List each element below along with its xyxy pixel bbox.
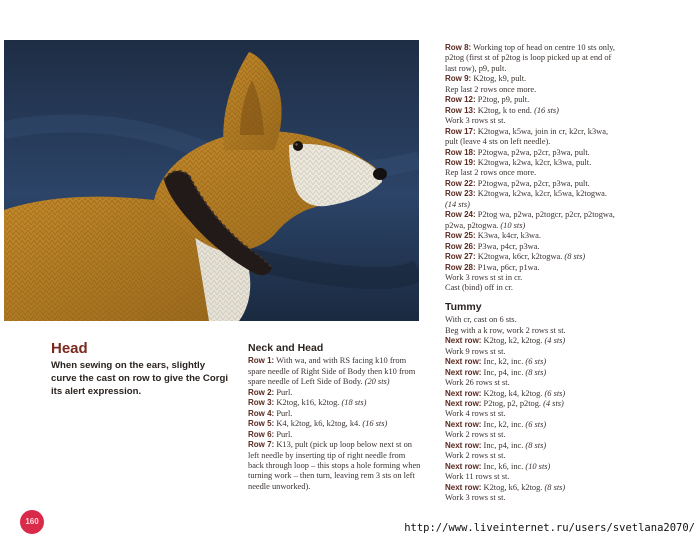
pattern-row: [445, 483, 620, 493]
row-instruction: With wa, and with RS facing k10 from spare needle of Right Side of Body then k10 from spare needle of Left Side of Body.: [248, 356, 416, 387]
row-instruction: K2tog, k16, k2tog.: [274, 398, 340, 408]
stitch-count: (10 sts): [525, 461, 551, 471]
pattern-row: [445, 336, 620, 346]
row-label: Row 6:: [248, 429, 275, 439]
row-label: Row 25:: [445, 231, 476, 241]
row-instruction: P3wa, p4cr, p3wa.: [475, 241, 540, 251]
row-instruction: Work 4 rows st st.: [445, 409, 506, 419]
pattern-row: [248, 409, 423, 419]
row-instruction: K2tog, k6, k2tog.: [481, 482, 543, 492]
row-instruction: K2togwa, k2wa, k2cr, k3wa, pult.: [475, 157, 592, 167]
pattern-row: [445, 420, 620, 430]
pattern-row: [248, 419, 423, 429]
row-label: Next row:: [445, 461, 482, 471]
row-instruction: K13, pult (pick up loop below next st on left needle by inserting tip of right needle from back through loop – this stops a hole forming when turning work – then turn, leaving rem 3 sts on left needle unworked).: [248, 440, 421, 491]
pattern-row: [445, 85, 620, 95]
pattern-row: [445, 462, 620, 472]
row-instruction: K2togwa, k6cr, k2togwa.: [475, 252, 563, 262]
row-label: Next row:: [445, 440, 482, 450]
row-label: Next row:: [445, 482, 482, 492]
pattern-row: [445, 347, 620, 357]
tummy-section: [445, 302, 620, 504]
row-instruction: Inc, p4, inc.: [481, 440, 524, 450]
row-label: Next row:: [445, 357, 482, 367]
pattern-row: [445, 399, 620, 409]
row-instruction: Rep last 2 rows once more.: [445, 84, 537, 94]
stitch-count: (4 sts): [544, 336, 566, 346]
stitch-count: (8 sts): [525, 367, 547, 377]
pattern-row: [445, 106, 620, 116]
row-label: Row 18:: [445, 147, 476, 157]
row-label: Next row:: [445, 367, 482, 377]
pattern-row: [445, 43, 620, 74]
row-instruction: Purl.: [274, 387, 293, 397]
row-instruction: P2tog wa, p2wa, p2togcr, p2cr, p2togwa, p2wa, p2togwa.: [445, 210, 615, 230]
row-instruction: Work 2 rows st st.: [445, 430, 506, 440]
row-instruction: Work 3 rows st st.: [445, 116, 506, 126]
pattern-row: [445, 116, 620, 126]
pattern-row: [445, 378, 620, 388]
row-label: Row 22:: [445, 178, 476, 188]
row-instruction: Work 26 rows st st.: [445, 378, 510, 388]
row-label: Row 26:: [445, 241, 476, 251]
pattern-row: [445, 283, 620, 293]
row-label: Row 8:: [445, 43, 472, 52]
row-instruction: K2tog, k to end.: [475, 105, 532, 115]
row-label: Row 17:: [445, 126, 476, 136]
row-instruction: P1wa, p6cr, p1wa.: [475, 262, 540, 272]
row-label: Next row:: [445, 398, 482, 408]
pattern-row: [445, 409, 620, 419]
head-caption: [51, 340, 231, 398]
row-instruction: Purl.: [274, 408, 293, 418]
row-instruction: Rep last 2 rows once more.: [445, 168, 537, 178]
pattern-row: [445, 252, 620, 262]
row-instruction: Work 2 rows st st.: [445, 451, 506, 461]
stitch-count: (18 sts): [341, 398, 367, 408]
pattern-row: [248, 430, 423, 440]
pattern-row: [445, 326, 620, 336]
neck-and-head-section: [248, 343, 423, 492]
pattern-row: [445, 493, 620, 503]
corgi-photo: [4, 40, 419, 321]
pattern-row: [445, 179, 620, 189]
pattern-row: [445, 210, 620, 231]
row-label: Row 9:: [445, 74, 472, 84]
stitch-count: (16 sts): [534, 105, 559, 115]
row-instruction: Work 3 rows st st.: [445, 493, 506, 503]
row-instruction: K2togwa, k5wa, join in cr, k2cr, k3wa, pult (leave 4 sts on left needle).: [445, 126, 609, 147]
pattern-row: [248, 388, 423, 398]
tummy-rows: [445, 315, 620, 503]
row-label: Row 23:: [445, 189, 476, 199]
row-instruction: P2tog, p2, p2tog.: [481, 398, 542, 408]
neck-and-head-title: Neck and Head: [248, 342, 324, 354]
pattern-row: [445, 368, 620, 378]
row-label: Row 28:: [445, 262, 476, 272]
neck-and-head-rows: [248, 356, 423, 492]
row-label: Row 13:: [445, 105, 476, 115]
pattern-row: [445, 273, 620, 283]
stitch-count: (16 sts): [362, 419, 388, 429]
stitch-count: (20 sts): [364, 377, 390, 387]
pattern-row: [445, 158, 620, 168]
row-instruction: K2tog, k4, k2tog.: [481, 388, 543, 398]
tummy-title: Tummy: [445, 300, 482, 313]
row-label: Row 3:: [248, 398, 275, 408]
source-url: http://www.liveinternet.ru/users/svetlana2070/: [404, 522, 695, 534]
row-instruction: Purl.: [274, 429, 293, 439]
pattern-row: [445, 430, 620, 440]
row-instruction: K4, k2tog, k6, k2tog, k4.: [274, 419, 361, 429]
row-label: Row 1:: [248, 356, 275, 366]
row-instruction: P2tog, p9, pult.: [475, 95, 530, 105]
row-label: Next row:: [445, 419, 482, 429]
pattern-row: [445, 242, 620, 252]
pattern-row: [445, 441, 620, 451]
pattern-row: [445, 315, 620, 325]
row-label: Row 7:: [248, 440, 275, 450]
row-label: Next row:: [445, 336, 482, 346]
stitch-count: (14 sts): [445, 199, 470, 209]
row-instruction: Inc, k2, inc.: [481, 419, 524, 429]
row-instruction: P2togwa, p2wa, p2cr, p3wa, pult.: [475, 147, 590, 157]
row-label: Row 19:: [445, 157, 476, 167]
row-instruction: Work 11 rows st st.: [445, 472, 510, 482]
stitch-count: (8 sts): [544, 482, 566, 492]
row-label: Next row:: [445, 388, 482, 398]
pattern-row: [445, 189, 620, 210]
row-label: Row 27:: [445, 252, 476, 262]
row-instruction: Inc, k6, inc.: [481, 461, 524, 471]
pattern-row: [445, 74, 620, 84]
row-instruction: Inc, p4, inc.: [481, 367, 524, 377]
pattern-row: [248, 356, 423, 387]
pattern-row: [445, 357, 620, 367]
stitch-count: (6 sts): [525, 419, 547, 429]
pattern-row: [445, 451, 620, 461]
stitch-count: (8 sts): [525, 440, 547, 450]
row-instruction: Inc, k2, inc.: [481, 357, 524, 367]
row-instruction: Working top of head on centre 10 sts only, p2tog (first st of p2tog is loop picked up at end of last row), p9, pult.: [445, 43, 616, 73]
page-number: 160: [20, 510, 44, 534]
head-rows-continued: [445, 43, 620, 294]
row-instruction: Beg with a k row, work 2 rows st st.: [445, 325, 566, 335]
row-label: Row 24:: [445, 210, 476, 220]
row-instruction: P2togwa, p2wa, p2cr, p3wa, pult.: [475, 178, 590, 188]
pattern-row: [445, 148, 620, 158]
stitch-count: (10 sts): [500, 220, 526, 230]
row-instruction: Cast (bind) off in cr.: [445, 283, 513, 293]
stitch-count: (6 sts): [544, 388, 566, 398]
pattern-row: [445, 127, 620, 148]
row-label: Row 4:: [248, 408, 275, 418]
pattern-row: [445, 95, 620, 105]
pattern-row: [445, 168, 620, 178]
row-label: Row 12:: [445, 95, 476, 105]
row-instruction: K2tog, k9, pult.: [471, 74, 527, 84]
pattern-row: [248, 398, 423, 408]
pattern-row: [248, 440, 423, 492]
row-instruction: With cr, cast on 6 sts.: [445, 315, 517, 325]
head-title: Head: [51, 340, 88, 357]
row-instruction: K3wa, k4cr, k3wa.: [475, 231, 541, 241]
pattern-row: [445, 263, 620, 273]
row-label: Row 5:: [248, 419, 275, 429]
row-instruction: Work 9 rows st st.: [445, 346, 506, 356]
stitch-count: (8 sts): [564, 252, 586, 262]
row-label: Row 2:: [248, 387, 275, 397]
pattern-right-column: [445, 43, 620, 503]
pattern-row: [445, 389, 620, 399]
stitch-count: (6 sts): [525, 357, 547, 367]
row-instruction: Work 3 rows st st in cr.: [445, 272, 523, 282]
head-description: When sewing on the ears, slightly curve the cast on row to give the Corgi its alert expression.: [51, 360, 228, 397]
pattern-row: [445, 472, 620, 482]
stitch-count: (4 sts): [543, 398, 564, 408]
row-instruction: K2togwa, k2wa, k2cr, k5wa, k2togwa.: [475, 189, 607, 199]
row-instruction: K2tog, k2, k2tog.: [481, 336, 543, 346]
pattern-row: [445, 231, 620, 241]
